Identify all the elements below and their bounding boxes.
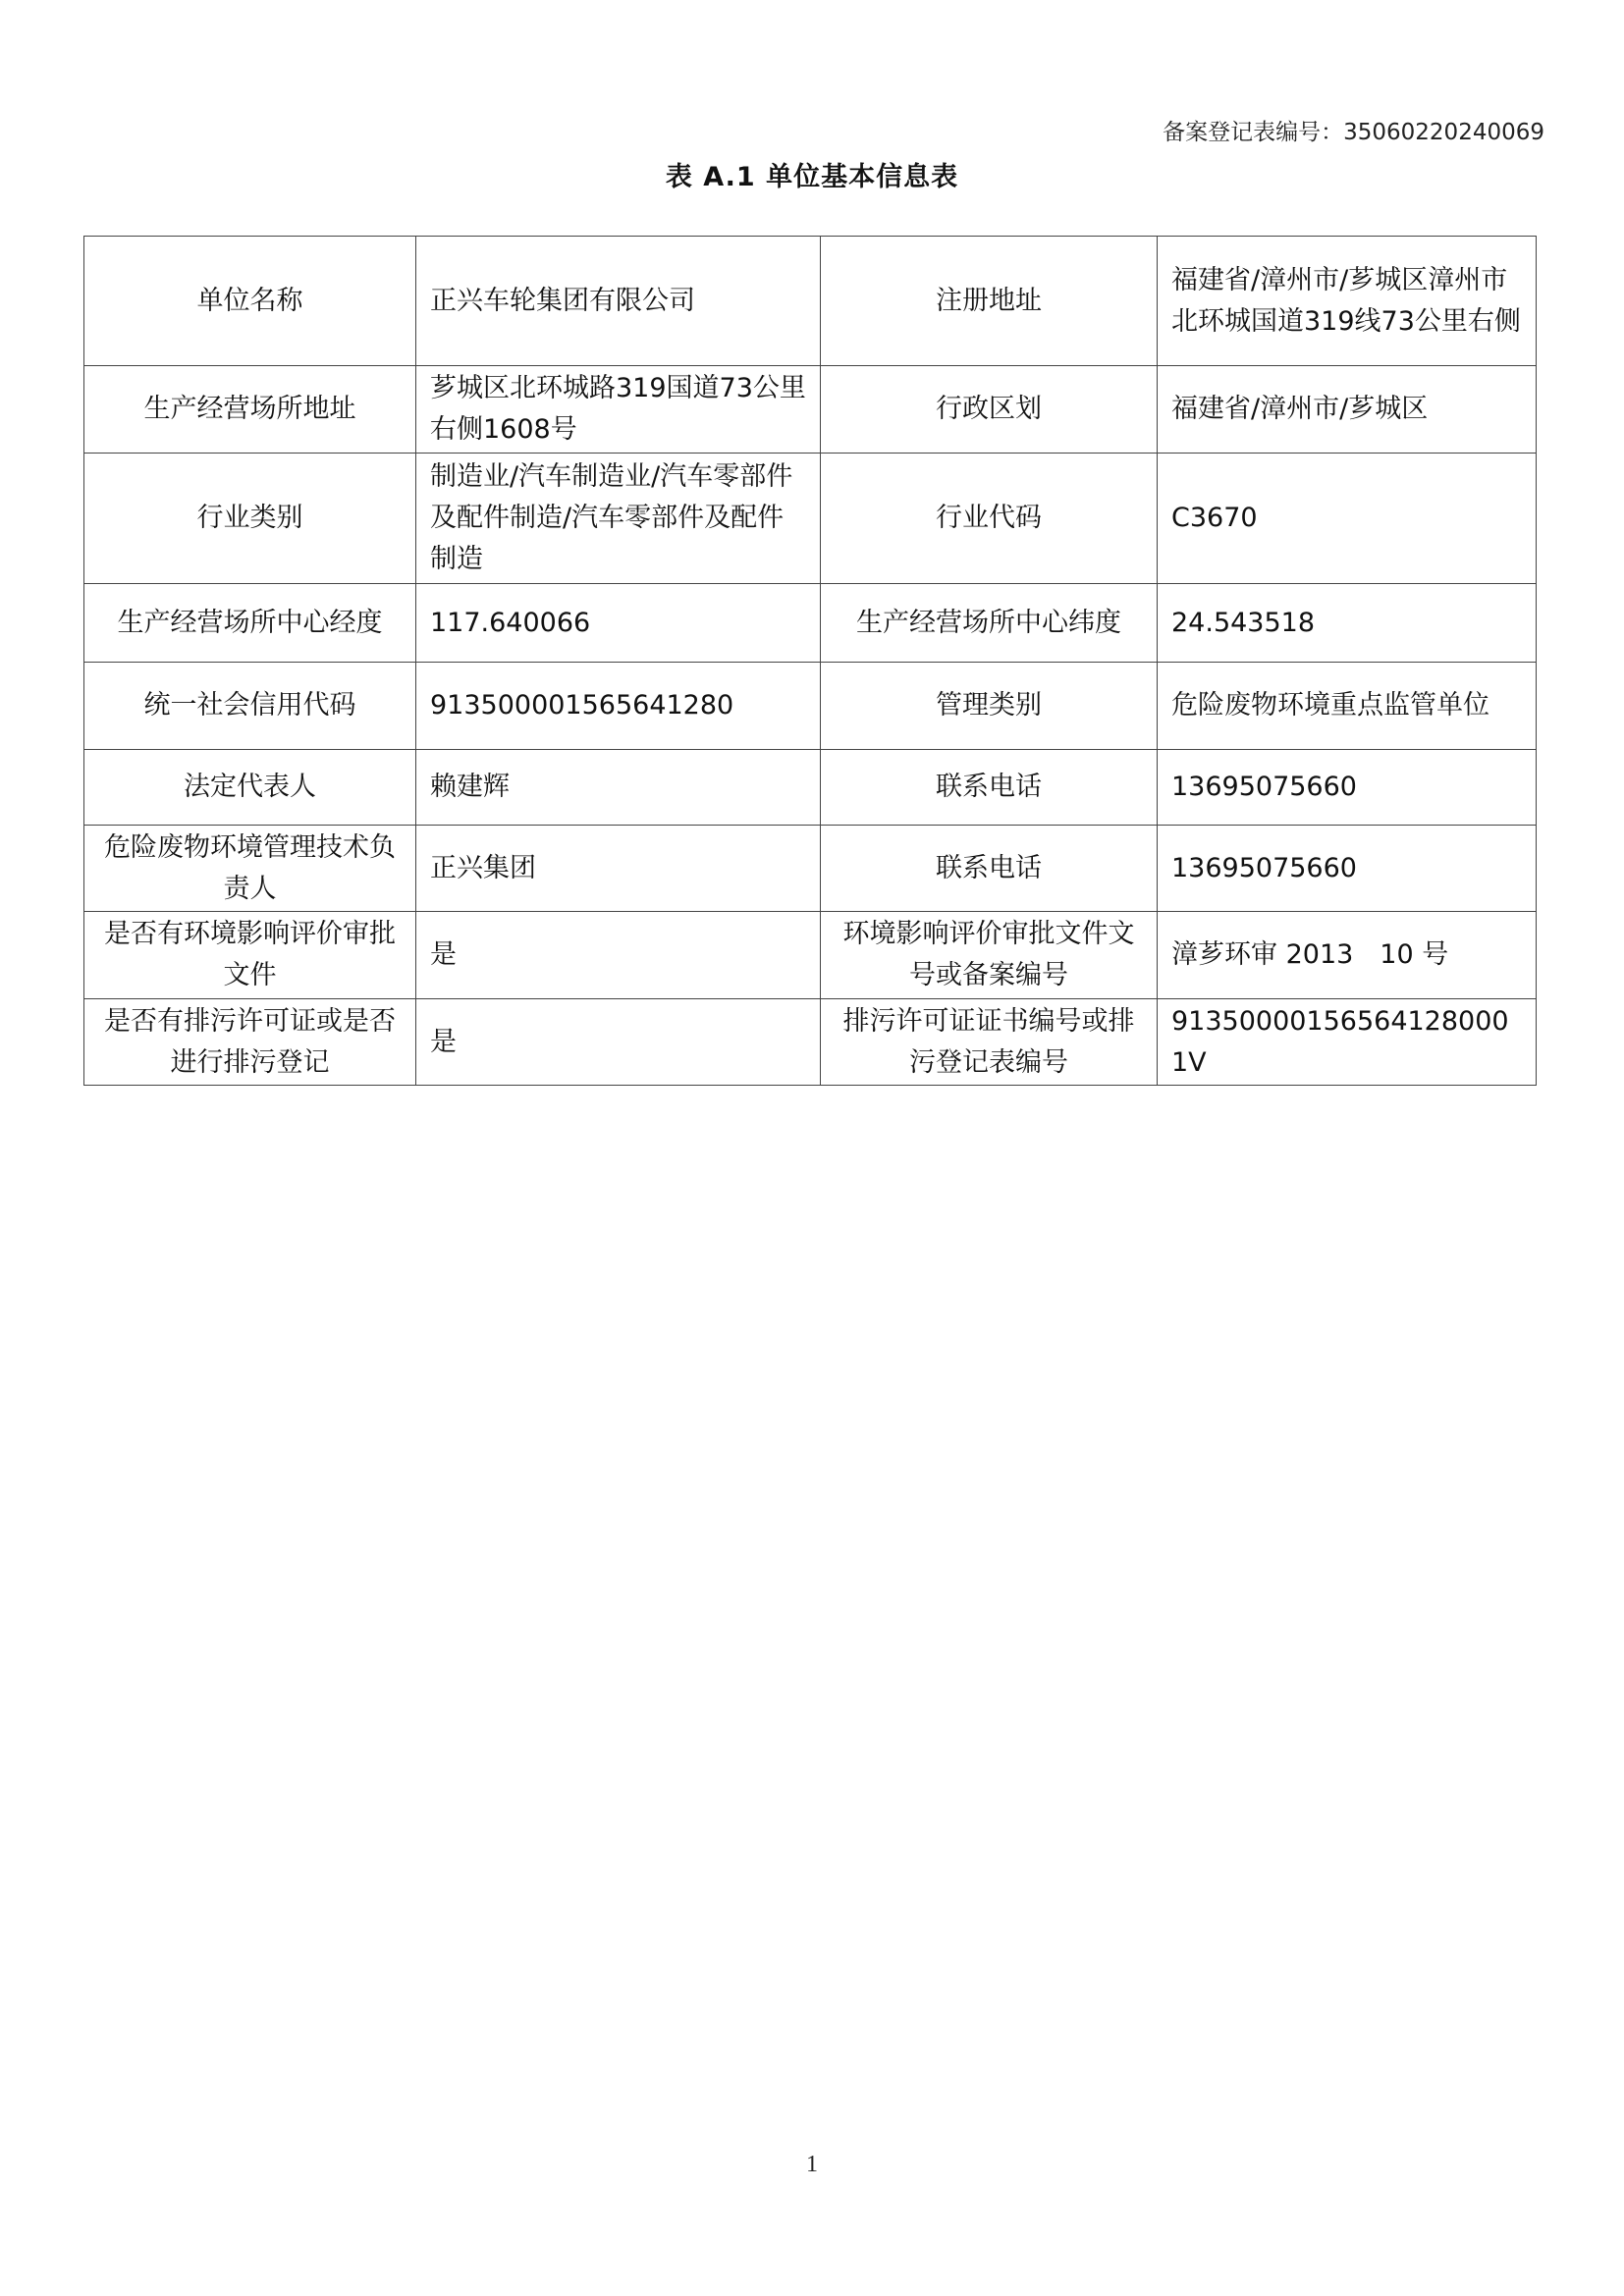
value-lead-contact-phone: 13695075660 [1158,826,1537,912]
label-legal-representative: 法定代表人 [84,750,416,826]
label-management-category: 管理类别 [821,663,1158,750]
value-credit-code: 913500001565641280 [416,663,821,750]
table-row-coordinates [84,584,1537,663]
label-eia-document-no: 环境影响评价审批文件文号或备案编号 [821,912,1158,999]
value-site-address: 芗城区北环城路319国道73公里右侧1608号 [416,366,821,454]
value-contact-phone: 13695075660 [1158,750,1537,826]
value-registered-address: 福建省/漳州市/芗城区漳州市北环城国道319线73公里右侧 [1158,237,1537,366]
value-has-eia: 是 [416,912,821,999]
table-row-eia [84,912,1537,999]
table-row-unit-name [84,237,1537,366]
label-credit-code: 统一社会信用代码 [84,663,416,750]
label-site-address: 生产经营场所地址 [84,366,416,454]
page-number: 1 [806,2152,818,2177]
value-admin-division: 福建省/漳州市/芗城区 [1158,366,1537,454]
label-industry-category: 行业类别 [84,454,416,584]
table-row-technical-lead [84,826,1537,912]
value-center-longitude: 117.640066 [416,584,821,663]
label-contact-phone: 联系电话 [821,750,1158,826]
table-row-discharge-permit [84,999,1537,1086]
value-management-category: 危险废物环境重点监管单位 [1158,663,1537,750]
label-permit-number: 排污许可证证书编号或排污登记表编号 [821,999,1158,1086]
table-row-industry [84,454,1537,584]
document-title: 表 A.1 单位基本信息表 [665,162,959,192]
label-technical-lead: 危险废物环境管理技术负责人 [84,826,416,912]
value-eia-document-no: 漳芗环审 2013 10 号 [1158,912,1537,999]
label-registered-address: 注册地址 [821,237,1158,366]
label-admin-division: 行政区划 [821,366,1158,454]
label-center-latitude: 生产经营场所中心纬度 [821,584,1158,663]
label-has-discharge-permit: 是否有排污许可证或是否进行排污登记 [84,999,416,1086]
value-technical-lead: 正兴集团 [416,826,821,912]
value-center-latitude: 24.543518 [1158,584,1537,663]
label-lead-contact-phone: 联系电话 [821,826,1158,912]
table-row-credit-code [84,663,1537,750]
label-has-eia: 是否有环境影响评价审批文件 [84,912,416,999]
value-industry-category: 制造业/汽车制造业/汽车零部件及配件制造/汽车零部件及配件制造 [416,454,821,584]
label-unit-name: 单位名称 [84,237,416,366]
table-row-legal-rep [84,750,1537,826]
value-unit-name: 正兴车轮集团有限公司 [416,237,821,366]
value-permit-number: 913500001565641280001V [1158,999,1537,1086]
value-has-discharge-permit: 是 [416,999,821,1086]
unit-info-table [83,236,1537,1086]
record-number: 备案登记表编号：35060220240069 [1163,120,1544,145]
value-industry-code: C3670 [1158,454,1537,584]
label-center-longitude: 生产经营场所中心经度 [84,584,416,663]
table-row-site-address [84,366,1537,454]
label-industry-code: 行业代码 [821,454,1158,584]
value-legal-representative: 赖建辉 [416,750,821,826]
